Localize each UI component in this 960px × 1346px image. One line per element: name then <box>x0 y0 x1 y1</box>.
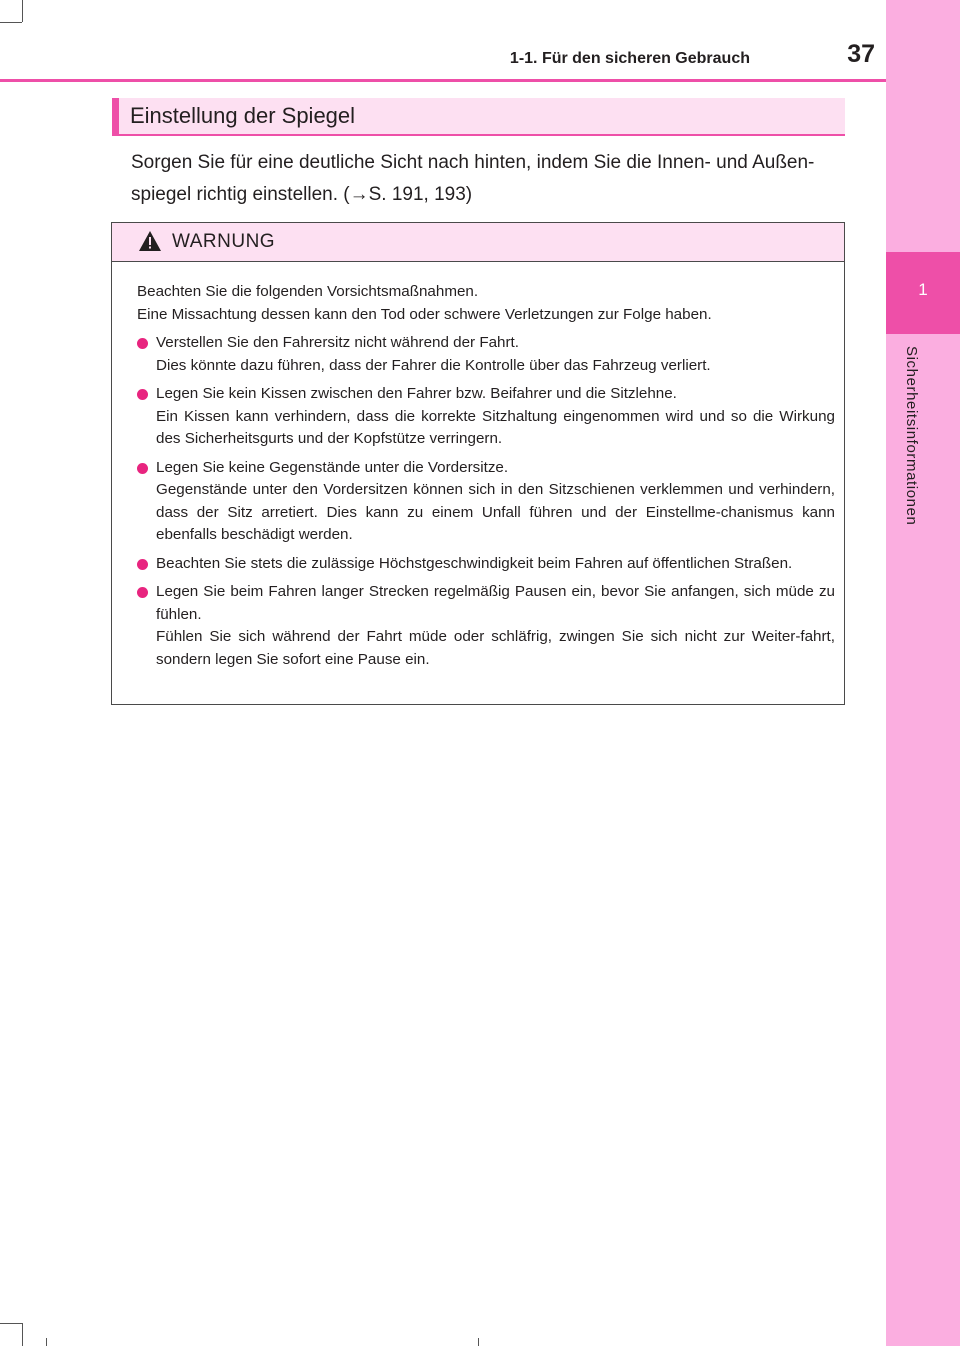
crop-mark <box>478 1338 479 1346</box>
warning-item-lead: Legen Sie kein Kissen zwischen den Fahrer bzw. Beifahrer und die Sitzlehne. <box>156 385 677 402</box>
warning-item-detail: Dies könnte dazu führen, dass der Fahrer die Kontrolle über das Fahrzeug verliert. <box>156 356 711 374</box>
bullet-dot-icon <box>137 338 148 349</box>
side-strip <box>886 0 960 1346</box>
warning-item <box>137 332 835 377</box>
crop-mark <box>46 1338 47 1346</box>
bullet-dot-icon <box>137 587 148 598</box>
bullet-dot-icon <box>137 389 148 400</box>
warning-item-lead: Legen Sie keine Gegenstände unter die Vordersitze. <box>156 458 509 476</box>
warning-item-lead: Beachten Sie stets die zulässige Höchstgeschwindigkeit beim Fahren auf öffentlichen Straßen. <box>156 554 793 572</box>
crop-mark <box>22 0 23 22</box>
warning-item-lead: Verstellen Sie den Fahrersitz nicht während der Fahrt. <box>156 334 519 351</box>
warning-item <box>137 457 835 547</box>
chapter-tab <box>886 252 960 334</box>
warning-item <box>137 383 835 451</box>
heading-accent-bar <box>112 98 119 134</box>
warning-intro-line: Eine Missachtung dessen kann den Tod oder schwere Verletzungen zur Folge haben. <box>137 305 712 323</box>
warning-triangle-icon <box>138 230 162 252</box>
warning-item-detail: Gegenstände unter den Vordersitzen können sich in den Sitzschienen verklemmen und verhindern, dass der Sitz arretiert. Dies kann zu einem Unfall führen und der Einstellme-chanismus kann ebenfalls beschädigt werden. <box>156 481 835 543</box>
warning-header <box>112 223 844 262</box>
crop-mark <box>22 1323 23 1346</box>
page-number: 37 <box>847 40 875 68</box>
intro-paragraph: Sorgen Sie für eine deutliche Sicht nach hinten, indem Sie die Innen- und Außen-spiegel richtig einstellen. (→S. 191, 193) <box>131 152 815 205</box>
crop-mark <box>0 1323 22 1324</box>
chapter-number: 1 <box>918 280 928 299</box>
section-heading-text: Einstellung der Spiegel <box>130 103 356 128</box>
warning-item <box>137 553 835 576</box>
warning-title: WARNUNG <box>172 231 276 252</box>
warning-intro-line: Beachten Sie die folgenden Vorsichtsmaßnahmen. <box>137 283 479 300</box>
chapter-label: Sicherheitsinformationen <box>903 346 920 526</box>
running-header: 1-1. Für den sicheren Gebrauch <box>509 50 750 67</box>
warning-item-lead: Legen Sie beim Fahren langer Strecken regelmäßig Pausen ein, bevor Sie anfangen, sich müde zu fühlen. <box>156 583 835 623</box>
crop-mark <box>0 22 22 23</box>
bullet-dot-icon <box>137 559 148 570</box>
warning-item-detail: Fühlen Sie sich während der Fahrt müde oder schläfrig, zwingen Sie sich nicht zur Weiter-fahrt, sondern legen Sie sofort eine Pause ein. <box>156 628 835 668</box>
section-heading <box>112 98 845 136</box>
warning-body <box>137 281 835 671</box>
warning-item <box>137 581 835 671</box>
header-rule <box>0 79 886 82</box>
bullet-dot-icon <box>137 463 148 474</box>
warning-item-detail: Ein Kissen kann verhindern, dass die korrekte Sitzhaltung eingenommen wird und so die Wirkung des Sicherheitsgurts und der Kopfstütze verringern. <box>156 407 835 447</box>
warning-box <box>111 222 845 705</box>
